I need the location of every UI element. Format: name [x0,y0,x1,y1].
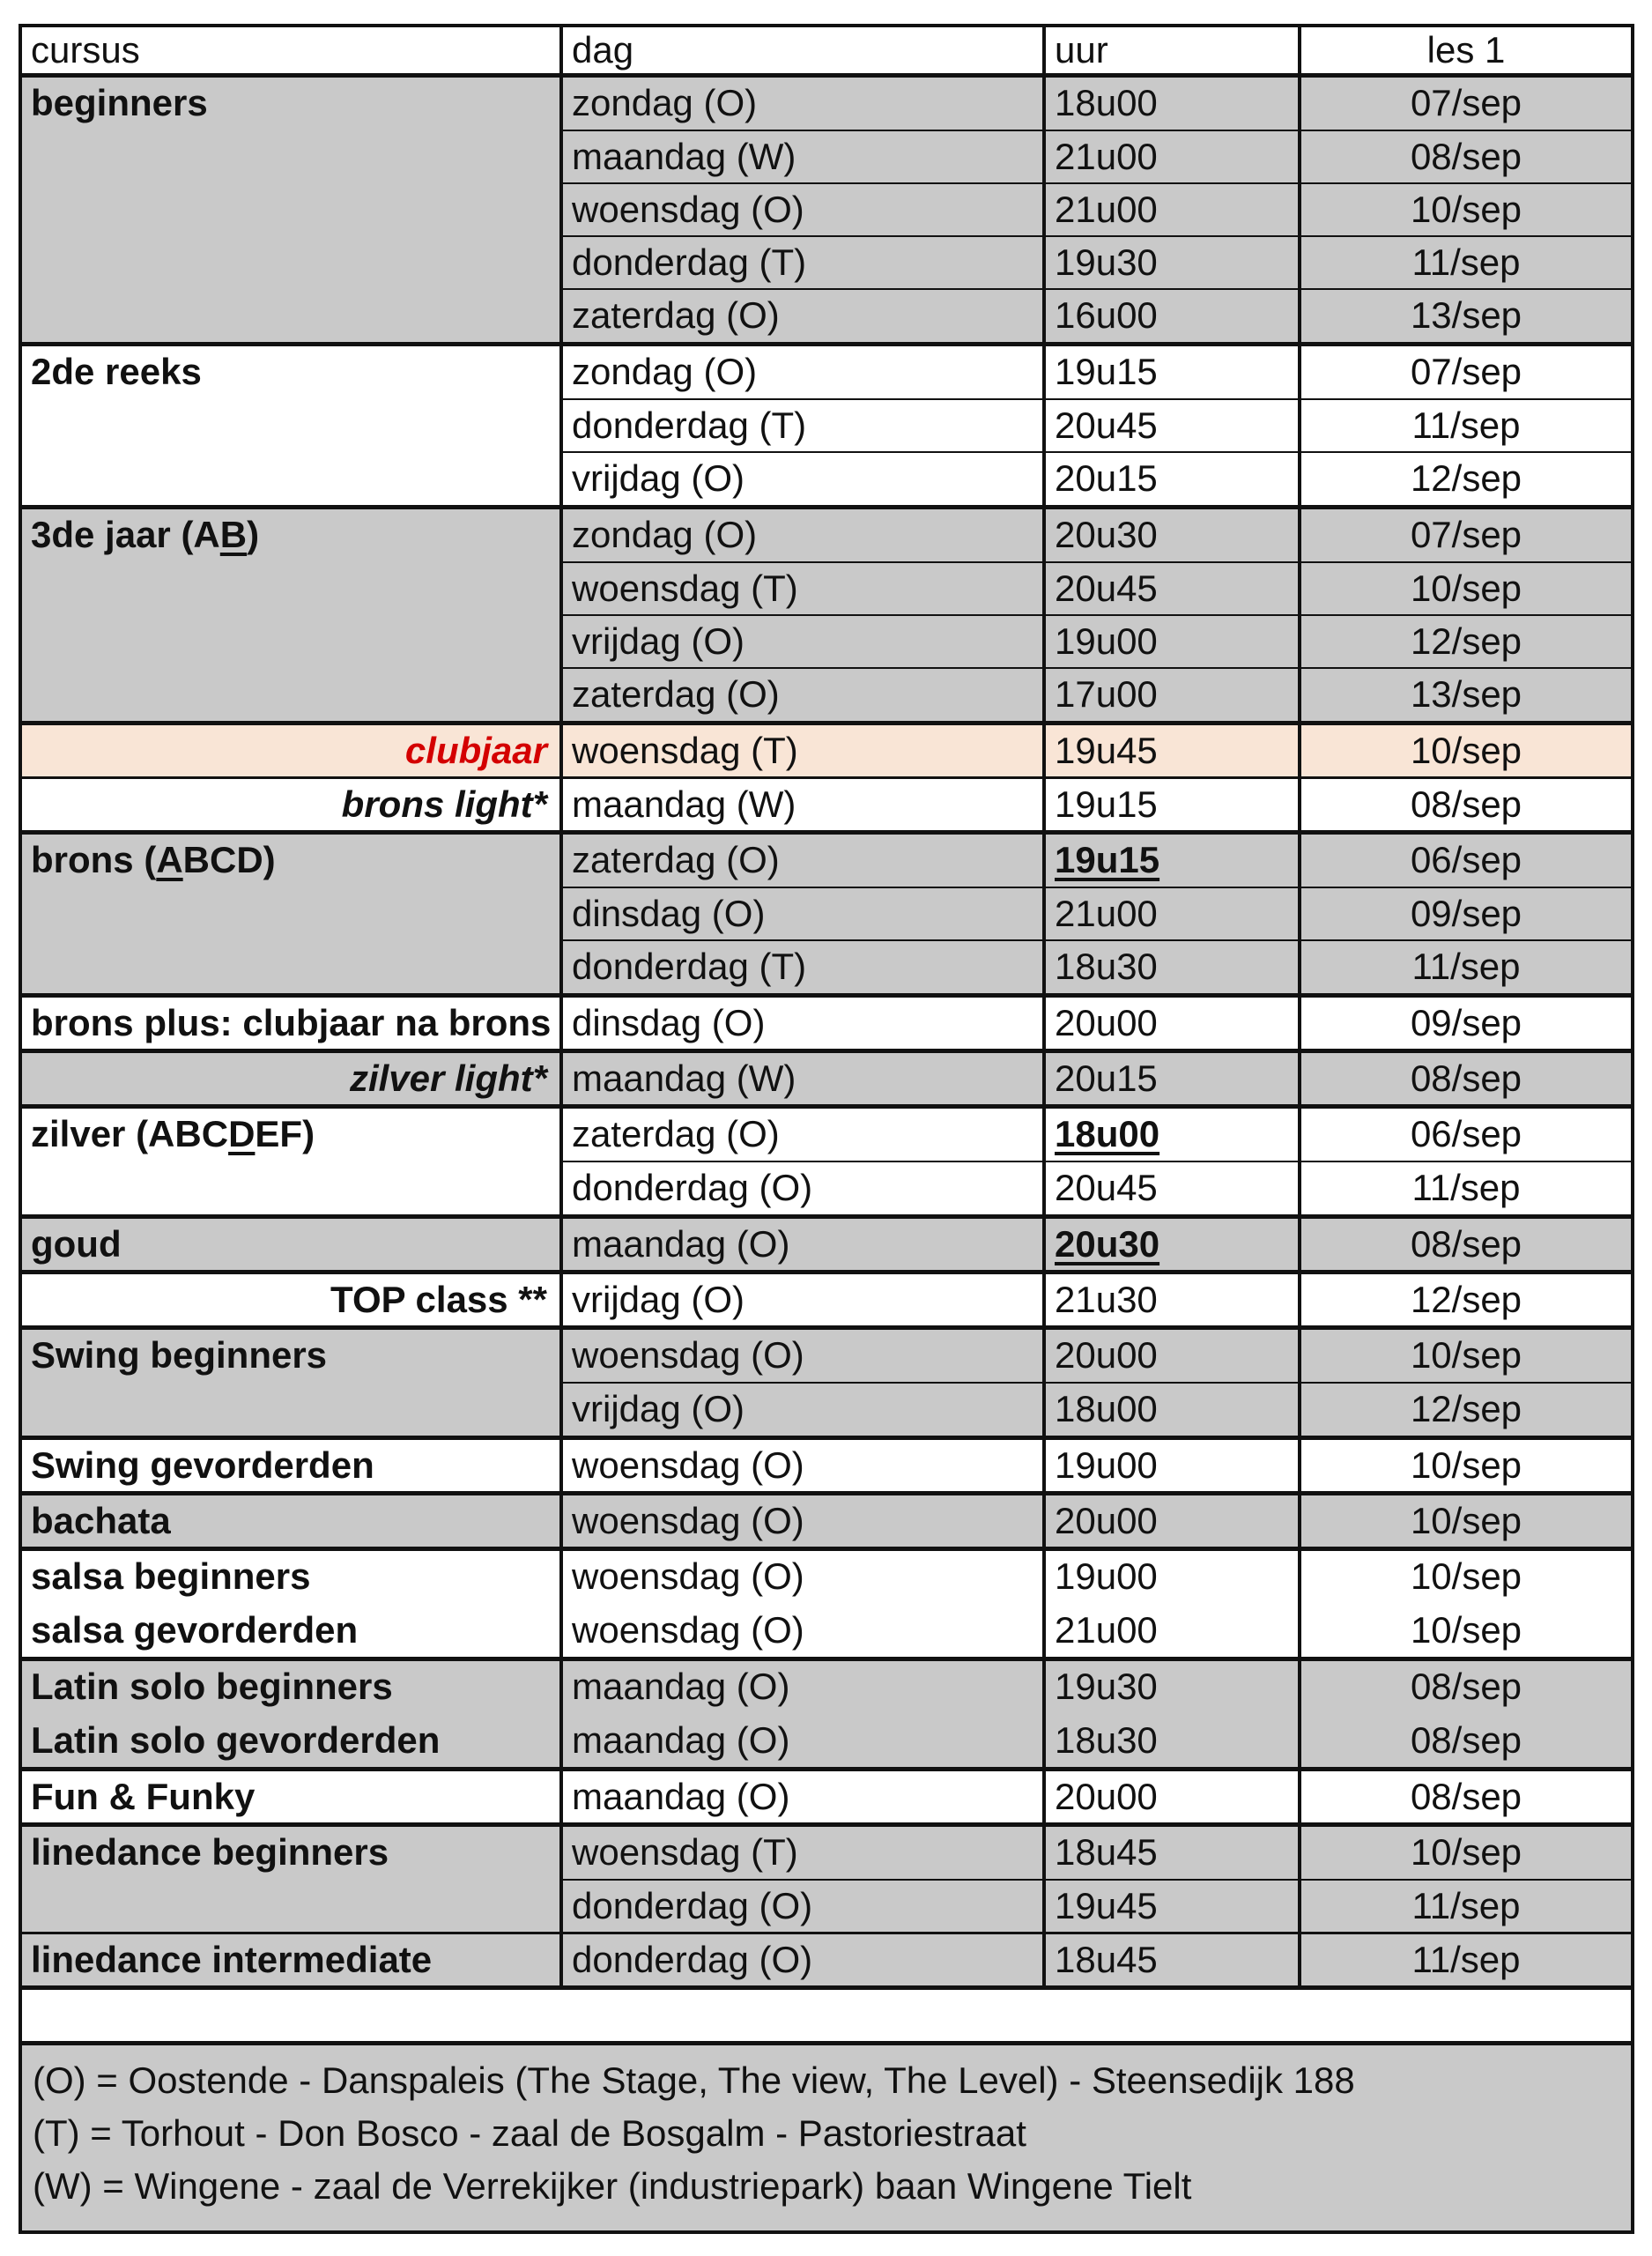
group-zilver [22,1109,1631,1214]
dag-cell: dinsdag (O) [572,893,766,934]
cursus-cell: zilver light* [349,1058,547,1099]
uur-cell: 20u15 [1055,1058,1158,1099]
les-cell: 12/sep [1410,620,1522,662]
les-cell: 08/sep [1410,1058,1522,1099]
les-cell: 10/sep [1410,730,1522,771]
dag-cell: vrijdag (O) [572,1388,745,1429]
les-cell: 08/sep [1410,1719,1522,1761]
dag-cell: zaterdag (O) [572,673,780,715]
dag-cell: maandag (O) [572,1776,790,1817]
dag-cell: maandag (O) [572,1719,790,1761]
cursus-cell: bachata [31,1500,171,1541]
dag-cell: zaterdag (O) [572,1113,780,1154]
cursus-text: EF) [255,1113,315,1154]
les-cell: 10/sep [1410,1500,1522,1541]
cursus-text: ) [247,514,260,555]
cursus-cell: linedance intermediate [31,1939,433,1980]
group-brons [22,835,1631,993]
row-swing-gevorderden [22,1440,1631,1491]
cursus-text: BCD) [182,839,276,880]
cursus-cell: Swing beginners [31,1334,328,1376]
cursus-underlined: A [156,839,183,880]
uur-cell: 17u00 [1055,673,1158,715]
column-separator [559,27,563,1985]
uur-emphasized: 19u15 [1055,839,1160,880]
les-cell: 08/sep [1410,1223,1522,1265]
les-cell: 08/sep [1410,136,1522,177]
uur-cell: 21u00 [1055,1609,1158,1651]
dag-cell: donderdag (T) [572,241,807,283]
les-cell: 10/sep [1410,189,1522,230]
les-cell: 07/sep [1410,351,1522,392]
cursus-cell: Fun & Funky [31,1776,256,1817]
les-cell: 10/sep [1410,1609,1522,1651]
header-les1: les 1 [1426,29,1506,70]
uur-cell [1046,1219,1301,1270]
dag-cell: zondag (O) [572,351,758,392]
cursus-cell: Swing gevorderden [31,1444,374,1486]
uur-cell: 19u45 [1055,1885,1158,1926]
row-brons-light [22,779,1631,830]
cursus-text: brons ( [31,839,157,880]
cursus-cell [22,509,559,560]
cursus-cell [22,835,559,886]
uur-cell [1046,835,1301,886]
dag-cell: woensdag (O) [572,1500,804,1541]
cursus-cell: linedance beginners [31,1831,389,1873]
course-schedule-table [19,24,1634,2234]
dag-cell: zaterdag (O) [572,294,780,336]
les-cell: 09/sep [1410,1002,1522,1043]
header-dag: dag [572,29,634,70]
legend-torhout: (T) = Torhout - Don Bosco - zaal de Bosgalm - Pastoriestraat [33,2112,1026,2154]
les-cell: 11/sep [1411,1167,1521,1208]
dag-cell: woensdag (O) [572,1555,804,1597]
dag-cell: donderdag (O) [572,1167,813,1208]
dag-cell: maandag (O) [572,1223,790,1265]
cursus-text: 3de jaar (A [31,514,220,555]
uur-cell: 20u00 [1055,1002,1158,1043]
uur-cell: 19u00 [1055,620,1158,662]
les-cell: 10/sep [1410,1831,1522,1873]
les-cell: 11/sep [1411,241,1521,283]
dag-cell: woensdag (T) [572,568,798,609]
uur-cell: 19u45 [1055,730,1158,771]
uur-cell: 19u00 [1055,1555,1158,1597]
les-cell: 06/sep [1410,1113,1522,1154]
dag-cell: zondag (O) [572,514,758,555]
dag-cell: maandag (W) [572,136,796,177]
uur-cell: 19u30 [1055,1666,1158,1707]
dag-cell: maandag (W) [572,1058,796,1099]
legend-wingene: (W) = Wingene - zaal de Verrekijker (industriepark) baan Wingene Tielt [33,2165,1192,2207]
dag-cell: donderdag (T) [572,946,807,987]
dag-cell: donderdag (O) [572,1885,813,1926]
group-2de-reeks [22,346,1631,505]
cursus-cell: Latin solo beginners [31,1666,393,1707]
dag-cell: maandag (O) [572,1666,790,1707]
les-cell: 07/sep [1410,82,1522,123]
cursus-cell: clubjaar [404,730,547,771]
uur-emphasized: 18u00 [1055,1113,1160,1154]
les-cell: 09/sep [1410,893,1522,934]
uur-cell: 21u30 [1055,1279,1158,1320]
cursus-cell: brons plus: clubjaar na brons [31,1002,552,1043]
dag-cell: maandag (W) [572,783,796,825]
les-cell: 12/sep [1410,1279,1522,1320]
les-cell: 11/sep [1411,1885,1521,1926]
dag-cell: donderdag (T) [572,404,807,446]
uur-cell [1046,1109,1301,1160]
uur-cell: 18u45 [1055,1939,1158,1980]
les-cell: 13/sep [1410,673,1522,715]
dag-cell: woensdag (T) [572,730,798,771]
uur-cell: 20u30 [1055,514,1158,555]
les-cell: 08/sep [1410,1666,1522,1707]
dag-cell: vrijdag (O) [572,457,745,499]
uur-cell: 20u00 [1055,1334,1158,1376]
cursus-cell: beginners [31,82,208,123]
dag-cell: zondag (O) [572,82,758,123]
cursus-cell: salsa beginners [31,1555,311,1597]
les-cell: 12/sep [1410,457,1522,499]
uur-cell: 20u45 [1055,404,1158,446]
les-cell: 11/sep [1411,1939,1521,1980]
row-top-class [22,1274,1631,1325]
cursus-cell: Latin solo gevorderden [31,1719,441,1761]
uur-cell: 21u00 [1055,136,1158,177]
group-salsa [22,1551,1631,1657]
uur-cell: 20u15 [1055,457,1158,499]
les-cell: 11/sep [1411,404,1521,446]
row-clubjaar [22,725,1631,776]
dag-cell: woensdag (O) [572,1334,804,1376]
uur-cell: 18u30 [1055,1719,1158,1761]
group-swing-beginners [22,1330,1631,1436]
cursus-text: zilver (ABC [31,1113,229,1154]
cursus-cell: 2de reeks [31,351,202,392]
les-cell: 07/sep [1410,514,1522,555]
les-cell: 08/sep [1410,783,1522,825]
header-row [22,27,1631,73]
les-cell: 06/sep [1410,839,1522,880]
uur-cell: 21u00 [1055,189,1158,230]
row-fun-funky [22,1771,1631,1822]
dag-cell: woensdag (O) [572,1609,804,1651]
dag-cell: woensdag (O) [572,189,804,230]
cursus-underlined: B [219,514,248,555]
header-cursus: cursus [31,29,140,70]
group-latin-solo [22,1661,1631,1767]
dag-cell: vrijdag (O) [572,620,745,662]
uur-cell: 19u15 [1055,351,1158,392]
cursus-underlined: D [228,1113,256,1154]
les-cell: 10/sep [1410,1334,1522,1376]
uur-cell: 18u00 [1055,82,1158,123]
blank-row [22,1990,1631,2041]
les-cell: 10/sep [1410,568,1522,609]
row-goud [22,1219,1631,1270]
uur-cell: 19u15 [1055,783,1158,825]
cursus-cell: brons light* [341,783,547,825]
uur-cell: 16u00 [1055,294,1158,336]
les-cell: 12/sep [1410,1388,1522,1429]
cursus-cell [22,1109,559,1160]
row-brons-plus [22,998,1631,1049]
dag-cell: zaterdag (O) [572,839,780,880]
row-zilver-light [22,1053,1631,1104]
les-cell: 11/sep [1411,946,1521,987]
row-bachata [22,1495,1631,1547]
uur-cell: 19u00 [1055,1444,1158,1486]
dag-cell: dinsdag (O) [563,998,1056,1049]
dag-cell: vrijdag (O) [572,1279,745,1320]
les-cell: 10/sep [1410,1444,1522,1486]
uur-cell: 20u00 [1055,1500,1158,1541]
dag-cell: woensdag (O) [572,1444,804,1486]
uur-cell: 20u45 [1055,568,1158,609]
dag-cell: woensdag (T) [572,1831,798,1873]
cursus-cell: salsa gevorderden [31,1609,359,1651]
uur-cell: 19u30 [1055,241,1158,283]
les-cell: 10/sep [1410,1555,1522,1597]
uur-cell: 20u45 [1055,1167,1158,1208]
cursus-cell: goud [31,1223,122,1265]
dag-cell: donderdag (O) [572,1939,813,1980]
uur-cell: 18u45 [1055,1831,1158,1873]
cursus-cell: TOP class ** [330,1279,547,1320]
uur-cell: 18u00 [1055,1388,1158,1429]
les-cell: 13/sep [1410,294,1522,336]
les-cell: 08/sep [1410,1776,1522,1817]
legend-oostende: (O) = Oostende - Danspaleis (The Stage, The view, The Level) - Steensedijk 188 [33,2059,1355,2101]
uur-cell: 21u00 [1055,893,1158,934]
group-3de-jaar [22,509,1631,721]
group-beginners [22,78,1631,342]
location-legend [22,2045,1631,2230]
header-uur: uur [1055,29,1108,70]
column-separator [1042,27,1046,1985]
uur-emphasized: 20u30 [1055,1223,1160,1265]
uur-cell: 20u00 [1055,1776,1158,1817]
uur-cell: 18u30 [1055,946,1158,987]
column-separator [1298,27,1301,1985]
group-linedance [22,1827,1631,1985]
